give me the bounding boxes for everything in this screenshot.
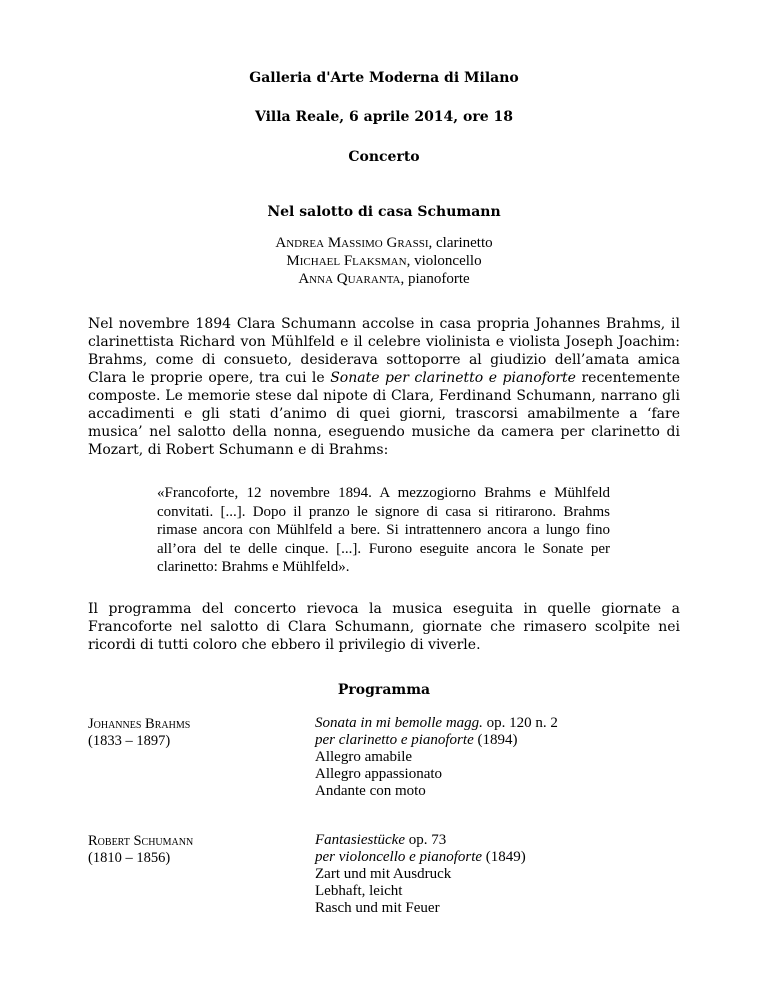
work-title: Sonata in mi bemolle magg.	[315, 715, 483, 731]
event-heading: Concerto	[348, 149, 420, 165]
work-opus: op. 120 n. 2	[482, 715, 558, 731]
work-year: (1849)	[482, 849, 526, 865]
work-block	[315, 715, 695, 800]
programma-heading: Programma	[337, 682, 431, 698]
intro-italic-title: Sonate per clarinetto e pianoforte	[330, 370, 576, 386]
performer-role: , clarinetto	[428, 235, 493, 251]
intro-paragraph	[88, 315, 680, 459]
performer-name: Anna Quaranta	[298, 271, 401, 287]
performers-block	[0, 234, 768, 288]
work-title-line	[315, 832, 695, 849]
quote-block: «Francoforte, 12 novembre 1894. A mezzogiorno Brahms e Mühlfeld convitati. [...]. Dopo il pranzo le signore di casa si ritirarono. Brahms rimase ancora con Mühlfeld a bere. Si intrattennero ancora a lungo fino all’ora del te delle cinque. [...]. Furono eseguite ancora le Sonate per clarinetto: Brahms e Mühlfeld».	[157, 485, 610, 576]
movement: Andante con moto	[315, 783, 426, 799]
instrumentation-line	[315, 849, 695, 866]
composer-dates: (1810 – 1856)	[88, 850, 171, 866]
performer-line	[0, 252, 768, 270]
movement: Allegro appassionato	[315, 766, 443, 782]
composer-block	[88, 716, 308, 750]
composer-name: Robert Schumann	[88, 833, 194, 849]
composer-dates: (1833 – 1897)	[88, 733, 171, 749]
movement: Allegro amabile	[315, 749, 413, 765]
intro-text-cont: recentemente composte. Le memorie stese dal nipote di Clara, Ferdinand Schumann, narrano gli accadimenti e gli stati d’animo di quei giorni, trascorsi amabilmente a ‘fare musica’ nel salotto della nonna, eseguendo musiche da camera per clarinetto di Mozart, di Robert Schumann e di Brahms:	[88, 370, 680, 458]
composer-block	[88, 833, 308, 867]
concert-title: Nel salotto di casa Schumann	[267, 204, 501, 220]
date-heading: Villa Reale, 6 aprile 2014, ore 18	[254, 109, 514, 125]
work-instrumentation: per clarinetto e pianoforte	[315, 732, 474, 748]
composer-name: Johannes Brahms	[88, 716, 191, 732]
work-opus: op. 73	[404, 832, 447, 848]
performer-role: , violoncello	[406, 253, 482, 269]
work-instrumentation: per violoncello e pianoforte	[315, 849, 483, 865]
intro-text: Nel novembre 1894 Clara Schumann accolse in casa propria Johannes Brahms, il clarinettista Richard von Mühlfeld e il celebre violinista e violista Joseph Joachim: Brahms, come di consueto, desiderava sottoporre al giudizio dell’amata amica Clara le proprie opere, tra cui le	[88, 316, 680, 386]
work-year: (1894)	[473, 732, 518, 748]
work-block	[315, 832, 695, 917]
performer-name: Andrea Massimo Grassi	[275, 235, 429, 251]
movement: Rasch und mit Feuer	[315, 900, 440, 916]
work-title-line	[315, 715, 695, 732]
instrumentation-line	[315, 732, 695, 749]
movement: Lebhaft, leicht	[315, 883, 403, 899]
venue-heading: Galleria d'Arte Moderna di Milano	[249, 70, 519, 86]
work-title: Fantasiestücke	[315, 832, 405, 848]
closing-paragraph: Il programma del concerto rievoca la musica eseguita in quelle giornate a Francoforte nel salotto di Clara Schumann, giornate che rimasero scolpite nei ricordi di tutti coloro che ebbero il privilegio di viverle.	[88, 601, 680, 653]
performer-line	[0, 270, 768, 288]
performer-role: , pianoforte	[400, 271, 470, 287]
performer-name: Michael Flaksman	[286, 253, 407, 269]
performer-line	[0, 234, 768, 252]
movement: Zart und mit Ausdruck	[315, 866, 452, 882]
